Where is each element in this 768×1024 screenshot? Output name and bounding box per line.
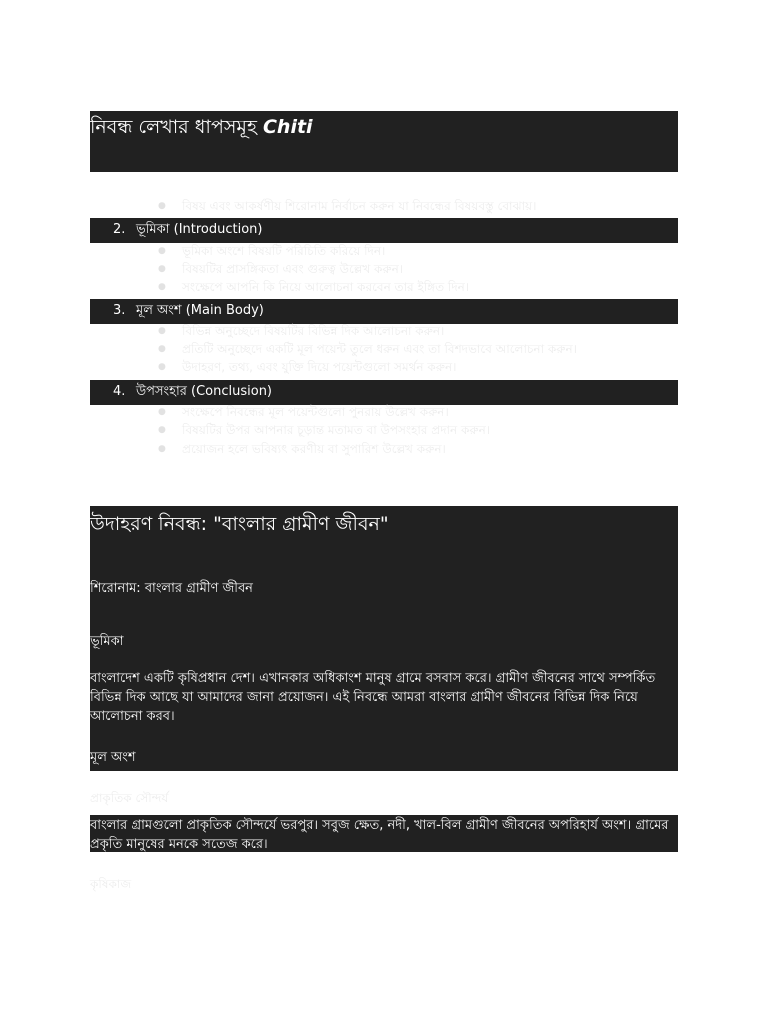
step-1-bullet-1: ● বিষয় এবং আকর্ষণীয় শিরোনাম নির্বাচন করুন যা নিবন্ধের বিষয়বস্তু বোঝায়। — [160, 197, 536, 215]
brand-name: Chiti — [262, 116, 313, 138]
step-2-label: ভূমিকা (Introduction) — [136, 222, 263, 237]
steps-title-text: নিবন্ধ লেখার ধাপসমূহ — [90, 116, 257, 138]
example-heading: উদাহরণ নিবন্ধ: "বাংলার গ্রামীণ জীবন" — [90, 513, 389, 535]
intro-heading: ভূমিকা — [90, 634, 124, 649]
step-2-bullet-1: ● ভূমিকা অংশে বিষয়টি পরিচিতি করিয়ে দিন। — [160, 242, 385, 260]
body-heading: মূল অংশ — [90, 750, 136, 765]
step-2-bullet-2: ● বিষয়টির প্রাসঙ্গিকতা এবং গুরুত্ব উল্লেখ করুন। — [160, 260, 403, 278]
step-1-number: 1. — [113, 177, 126, 192]
step-3-number: 3. — [113, 303, 126, 318]
example-essay-block — [90, 506, 678, 771]
step-3-bullet-1: ● বিভিন্ন অনুচ্ছেদে বিষয়টির বিভিন্ন দিক আলোচনা করুন। — [160, 322, 444, 340]
step-4-bullet-3: ● প্রয়োজন হলে ভবিষ্যৎ করণীয় বা সুপারিশ উল্লেখ করুন। — [160, 440, 446, 458]
steps-title — [90, 113, 313, 141]
step-3-bullet-2: ● প্রতিটি অনুচ্ছেদে একটি মূল পয়েন্ট তুলে ধরুন এবং তা বিশদভাবে আলোচনা করুন। — [160, 340, 577, 358]
step-4-bullet-2: ● বিষয়টির উপর আপনার চূড়ান্ত মতামত বা উপসংহার প্রদান করুন। — [160, 421, 490, 439]
step-1-label: শিরোনাম (Title) — [136, 177, 225, 192]
step-4-bullet-1: ● সংক্ষেপে নিবন্ধের মূল পয়েন্টগুলো পুনরায় উল্লেখ করুন। — [160, 403, 449, 421]
step-2-bullet-3: ● সংক্ষেপে আপনি কি নিয়ে আলোচনা করবেন তার ইঙ্গিত দিন। — [160, 278, 469, 296]
subheading-agriculture: কৃষিকাজ — [90, 877, 132, 891]
subheading-natural-beauty: প্রাকৃতিক সৌন্দর্য — [90, 791, 169, 805]
essay-title-line: শিরোনাম: বাংলার গ্রামীণ জীবন — [90, 581, 253, 596]
step-3-bullet-3: ● উদাহরণ, তথ্য, এবং যুক্তি দিয়ে পয়েন্টগুলো সমর্থন করুন। — [160, 358, 456, 376]
step-4-label: উপসংহার (Conclusion) — [136, 384, 273, 399]
natural-beauty-paragraph: বাংলার গ্রামগুলো প্রাকৃতিক সৌন্দর্যে ভরপুর। সবুজ ক্ষেত, নদী, খাল-বিল গ্রামীণ জীবনের অপরিহার্য অংশ। গ্রামের প্রকৃতি মানুষের মনকে সতেজ করে। — [90, 818, 669, 852]
intro-paragraph: বাংলাদেশ একটি কৃষিপ্রধান দেশ। এখানকার অধিকাংশ মানুষ গ্রামে বসবাস করে। গ্রামীণ জীবনের সাথে সম্পর্কিত বিভিন্ন দিক আছে যা আমাদের জানা প্রয়োজন। এই নিবন্ধে আমরা বাংলার গ্রামীণ জীবনের বিভিন্ন দিক নিয়ে আলোচনা করব। — [90, 671, 656, 724]
step-4-number: 4. — [113, 384, 126, 399]
step-2-number: 2. — [113, 222, 126, 237]
step-3-label: মূল অংশ (Main Body) — [136, 303, 264, 318]
